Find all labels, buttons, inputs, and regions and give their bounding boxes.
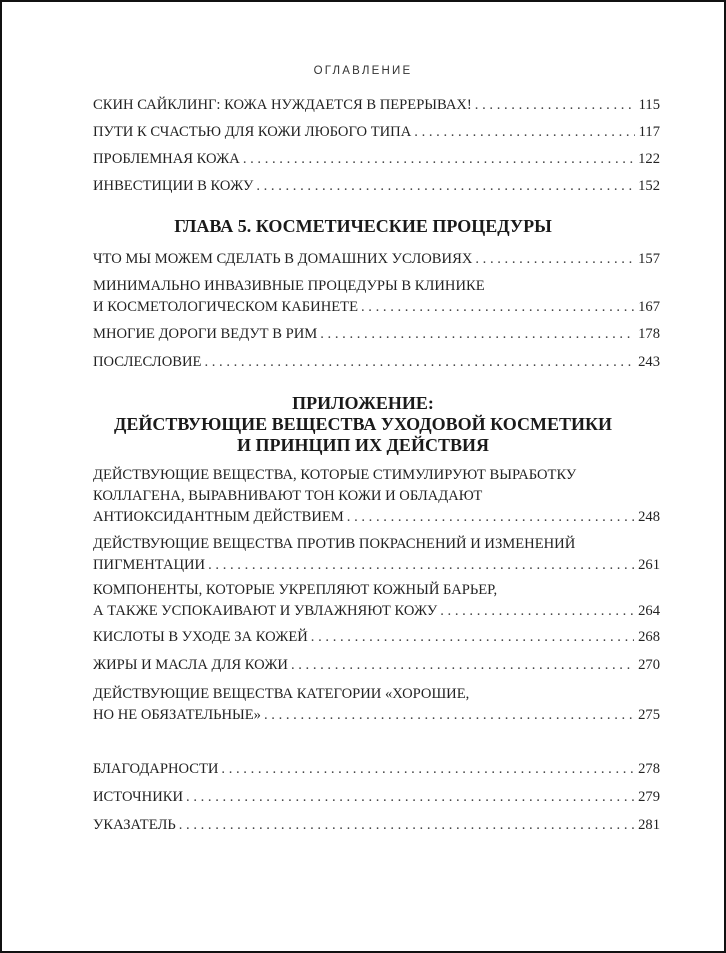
entry-title: А ТАКЖЕ УСПОКАИВАЮТ И УВЛАЖНЯЮТ КОЖУ — [93, 603, 438, 619]
entry-page: 278 — [638, 761, 660, 777]
toc-entry — [93, 249, 660, 270]
entry-title: БЛАГОДАРНОСТИ — [93, 761, 219, 777]
toc-entry — [93, 95, 660, 116]
toc-entry — [93, 149, 660, 170]
entry-title: УКАЗАТЕЛЬ — [93, 817, 176, 833]
dot-leader — [264, 705, 634, 726]
dot-leader — [256, 176, 634, 197]
page-header: ОГЛАВЛЕНИЕ — [313, 65, 413, 77]
entry-title-line: КОМПОНЕНТЫ, КОТОРЫЕ УКРЕПЛЯЮТ КОЖНЫЙ БАРЬЕР, — [93, 582, 498, 598]
toc-entry — [93, 324, 660, 345]
dot-leader — [475, 95, 635, 116]
entry-page: 152 — [638, 178, 660, 194]
toc-entry — [93, 580, 660, 622]
entry-title-line: ДЕЙСТВУЮЩИЕ ВЕЩЕСТВА, КОТОРЫЕ СТИМУЛИРУЮТ ВЫРАБОТКУ — [93, 467, 577, 483]
entry-page: 157 — [638, 251, 660, 267]
toc-entry — [93, 465, 660, 528]
entry-title: КИСЛОТЫ В УХОДЕ ЗА КОЖЕЙ — [93, 629, 308, 645]
entry-title: МНОГИЕ ДОРОГИ ВЕДУТ В РИМ — [93, 326, 318, 342]
entry-title: И КОСМЕТОЛОГИЧЕСКОМ КАБИНЕТЕ — [93, 299, 358, 315]
dot-leader — [208, 555, 634, 576]
toc-entry — [93, 684, 660, 726]
toc-entry — [93, 122, 660, 143]
entry-page: 270 — [638, 657, 660, 673]
dot-leader — [291, 655, 634, 676]
entry-title: АНТИОКСИДАНТНЫМ ДЕЙСТВИЕМ — [93, 509, 344, 525]
entry-title: ЖИРЫ И МАСЛА ДЛЯ КОЖИ — [93, 657, 288, 673]
toc-entry — [93, 276, 660, 318]
entry-title: ИСТОЧНИКИ — [93, 789, 184, 805]
toc-entry — [93, 352, 660, 373]
dot-leader — [347, 507, 634, 528]
entry-page: 178 — [638, 326, 660, 342]
appendix-heading-line3: И ПРИНЦИП ИХ ДЕЙСТВИЯ — [237, 435, 489, 455]
entry-page: 117 — [638, 124, 660, 140]
entry-title: СКИН САЙКЛИНГ: КОЖА НУЖДАЕТСЯ В ПЕРЕРЫВАХ! — [93, 97, 472, 113]
dot-leader — [204, 352, 634, 373]
entry-title: НО НЕ ОБЯЗАТЕЛЬНЫЕ» — [93, 707, 261, 723]
appendix-heading-line1: ПРИЛОЖЕНИЕ: — [292, 393, 434, 413]
dot-leader — [179, 815, 634, 836]
entry-title-line: ДЕЙСТВУЮЩИЕ ВЕЩЕСТВА КАТЕГОРИИ «ХОРОШИЕ, — [93, 686, 470, 702]
dot-leader — [311, 627, 634, 648]
dot-leader — [440, 601, 634, 622]
toc-entry — [93, 787, 660, 808]
entry-title: ПИГМЕНТАЦИИ — [93, 557, 206, 573]
entry-title-line: МИНИМАЛЬНО ИНВАЗИВНЫЕ ПРОЦЕДУРЫ В КЛИНИКЕ — [93, 278, 485, 294]
dot-leader — [243, 149, 634, 170]
entry-title-line: КОЛЛАГЕНА, ВЫРАВНИВАЮТ ТОН КОЖИ И ОБЛАДАЮТ — [93, 488, 483, 504]
chapter-heading: ГЛАВА 5. КОСМЕТИЧЕСКИЕ ПРОЦЕДУРЫ — [174, 216, 552, 236]
dot-leader — [320, 324, 634, 345]
entry-title: ПОСЛЕСЛОВИЕ — [93, 354, 202, 370]
entry-page: 115 — [638, 97, 660, 113]
entry-page: 279 — [638, 789, 660, 805]
entry-page: 248 — [638, 509, 660, 525]
toc-entry — [93, 759, 660, 780]
entry-page: 268 — [638, 629, 660, 645]
toc-entry — [93, 815, 660, 836]
entry-page: 275 — [638, 707, 660, 723]
toc-entry — [93, 627, 660, 648]
entry-title: ПРОБЛЕМНАЯ КОЖА — [93, 151, 240, 167]
entry-title: ПУТИ К СЧАСТЬЮ ДЛЯ КОЖИ ЛЮБОГО ТИПА — [93, 124, 412, 140]
dot-leader — [361, 297, 634, 318]
dot-leader — [414, 122, 634, 143]
dot-leader — [186, 787, 634, 808]
entry-title: ЧТО МЫ МОЖЕМ СДЕЛАТЬ В ДОМАШНИХ УСЛОВИЯХ — [93, 251, 473, 267]
toc-entry — [93, 176, 660, 197]
entry-page: 167 — [638, 299, 660, 315]
dot-leader — [475, 249, 634, 270]
toc-entry — [93, 655, 660, 676]
entry-page: 264 — [638, 603, 660, 619]
entry-page: 261 — [638, 557, 660, 573]
entry-title: ИНВЕСТИЦИИ В КОЖУ — [93, 178, 254, 194]
entry-page: 281 — [638, 817, 660, 833]
entry-page: 243 — [638, 354, 660, 370]
appendix-heading-line2: ДЕЙСТВУЮЩИЕ ВЕЩЕСТВА УХОДОВОЙ КОСМЕТИКИ — [113, 414, 613, 434]
toc-entry — [93, 534, 660, 576]
dot-leader — [221, 759, 634, 780]
entry-title-line: ДЕЙСТВУЮЩИЕ ВЕЩЕСТВА ПРОТИВ ПОКРАСНЕНИЙ И ИЗМЕНЕНИЙ — [93, 536, 576, 552]
entry-page: 122 — [638, 151, 660, 167]
